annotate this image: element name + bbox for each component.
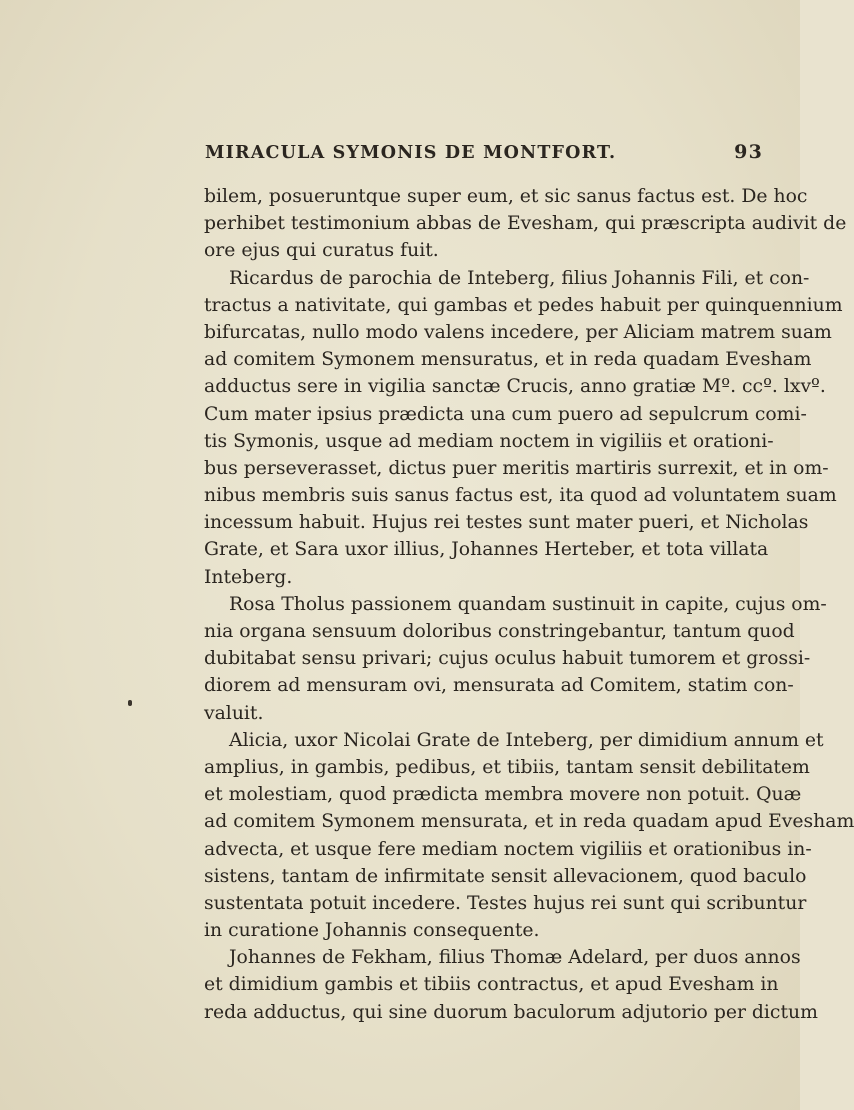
text-line: Grate, et Sara uxor illius, Johannes Herteber, et tota villata	[204, 539, 769, 561]
running-header	[205, 143, 763, 173]
text-line: reda adductus, qui sine duorum baculorum adjutorio per dictum	[204, 1001, 818, 1023]
text-line: Inteberg.	[204, 566, 293, 588]
text-line: ore ejus qui curatus fuit.	[204, 240, 439, 262]
text-line: bifurcatas, nullo modo valens incedere, per Aliciam matrem suam	[204, 321, 832, 343]
margin-ink-speck	[128, 700, 132, 706]
text-line: ad comitem Symonem mensurata, et in reda quadam apud Evesham	[204, 811, 854, 833]
text-line: nibus membris suis sanus factus est, ita quod ad voluntatem suam	[204, 485, 837, 507]
text-line: sustentata potuit incedere. Testes hujus rei sunt qui scribuntur	[204, 892, 807, 914]
text-line: in curatione Johannis consequente.	[204, 920, 540, 942]
text-line: nia organa sensuum doloribus constringebantur, tantum quod	[204, 621, 795, 642]
text-line: bilem, posueruntque super eum, et sic sanus factus est. De hoc	[204, 186, 808, 207]
text-line: advecta, et usque fere mediam noctem vigiliis et orationibus in-	[204, 838, 812, 860]
text-line: adductus sere in vigilia sanctæ Crucis, anno gratiæ Mº. ccº. lxvº.	[204, 376, 826, 398]
text-line: et dimidium gambis et tibiis contractus, et apud Evesham in	[204, 974, 779, 996]
text-line: tis Symonis, usque ad mediam noctem in vigiliis et orationi-	[204, 430, 774, 452]
text-line: Johannes de Fekham, filius Thomæ Adelard, per duos annos	[229, 947, 801, 969]
page-number: 93	[734, 141, 763, 163]
body-text	[204, 183, 854, 1026]
text-line: et molestiam, quod prædicta membra movere non potuit. Quæ	[204, 784, 802, 806]
running-title: MIRACULA SYMONIS DE MONTFORT.	[205, 143, 617, 163]
text-line: amplius, in gambis, pedibus, et tibiis, tantam sensit debilitatem	[204, 756, 810, 778]
text-line: perhibet testimonium abbas de Evesham, qui præscripta audivit de	[204, 213, 847, 235]
text-line: sistens, tantam de infirmitate sensit allevacionem, quod baculo	[204, 865, 807, 887]
text-line: valuit.	[204, 702, 264, 724]
text-line: Alicia, uxor Nicolai Grate de Inteberg, per dimidium annum et	[229, 729, 824, 751]
text-line: Cum mater ipsius prædicta una cum puero ad sepulcrum comi-	[204, 403, 807, 425]
text-line: tractus a nativitate, qui gambas et pedes habuit per quinquennium	[204, 294, 843, 316]
text-line: diorem ad mensuram ovi, mensurata ad Comitem, statim con-	[204, 675, 794, 697]
text-line: dubitabat sensu privari; cujus oculus habuit tumorem et grossi-	[204, 648, 811, 670]
text-line: ad comitem Symonem mensuratus, et in reda quadam Evesham	[204, 349, 812, 371]
text-line: incessum habuit. Hujus rei testes sunt mater pueri, et Nicholas	[204, 512, 809, 534]
text-line: bus perseverasset, dictus puer meritis martiris surrexit, et in om-	[204, 457, 829, 479]
text-line: Ricardus de parochia de Inteberg, filius Johannis Fili, et con-	[229, 267, 810, 289]
text-line: Rosa Tholus passionem quandam sustinuit in capite, cujus om-	[229, 593, 827, 615]
